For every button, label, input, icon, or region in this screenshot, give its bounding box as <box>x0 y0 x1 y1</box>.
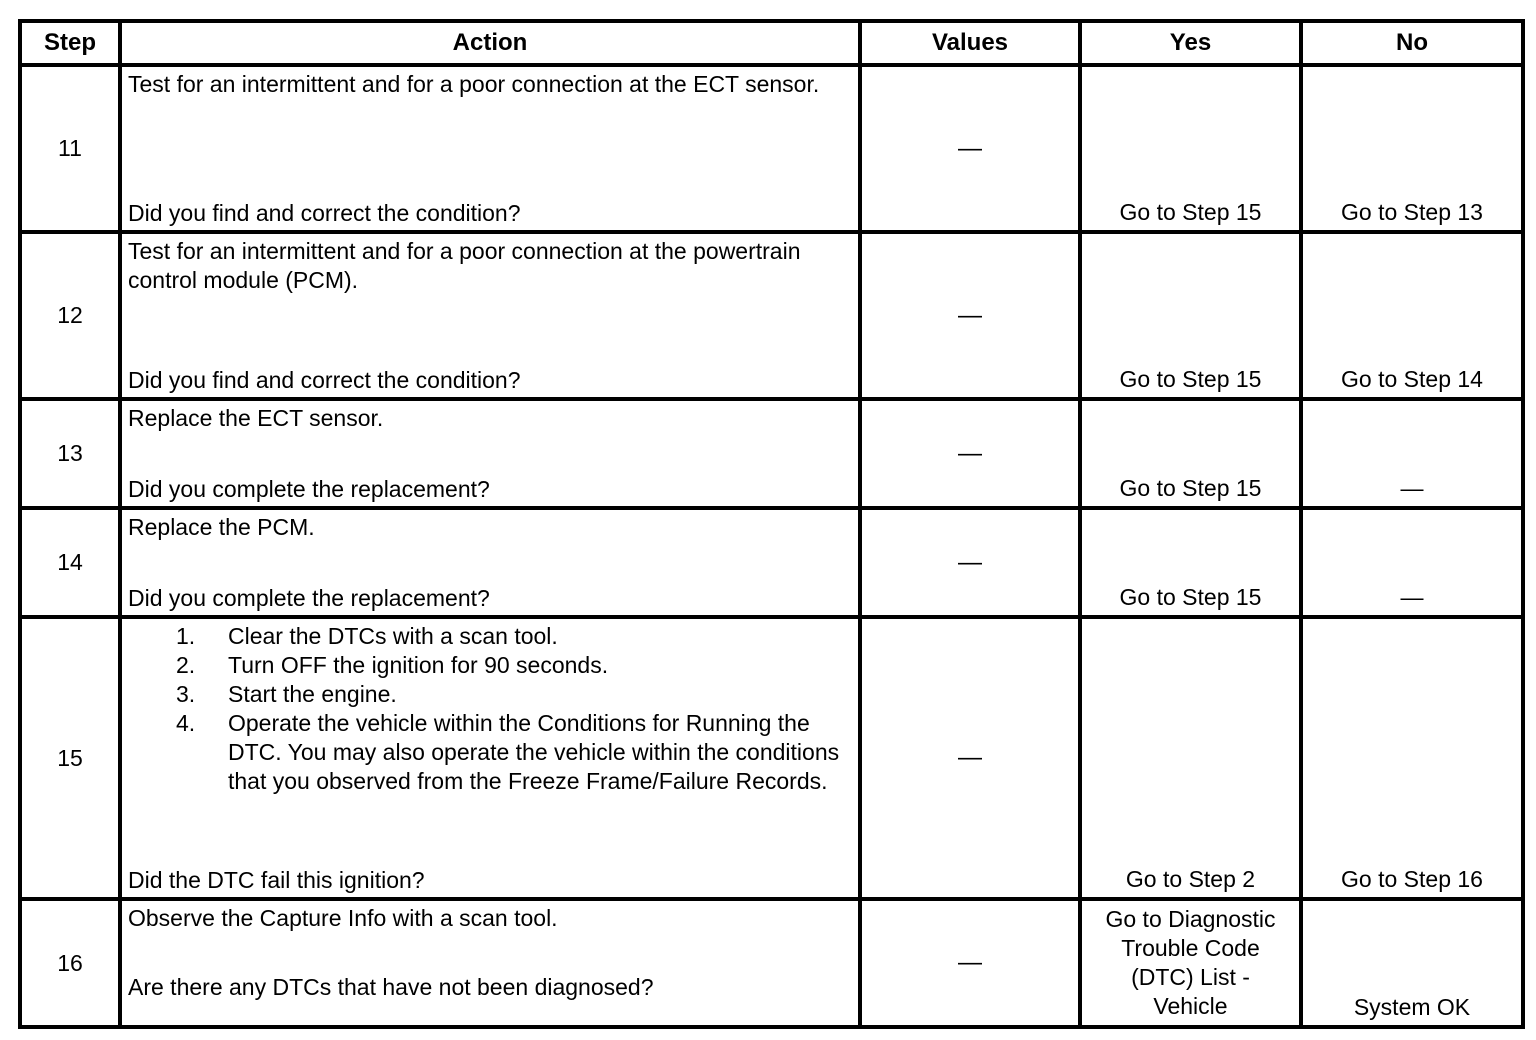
no-outcome: System OK <box>1353 994 1471 1020</box>
action-cell <box>120 65 860 232</box>
action-cell <box>120 508 860 617</box>
yes-outcome: Go to Step 15 <box>1119 199 1262 225</box>
action-question: Did you find and correct the condition? <box>128 367 521 393</box>
action-instruction: Test for an intermittent and for a poor connection at the ECT sensor. <box>128 71 820 97</box>
yes-cell <box>1080 399 1301 508</box>
action-question: Did you complete the replacement? <box>128 585 490 611</box>
procedure-list-item: Clear the DTCs with a scan tool. <box>228 623 558 649</box>
no-outcome: Go to Step 13 <box>1341 199 1483 225</box>
yes-outcome: Go to Step 2 <box>1125 866 1256 892</box>
no-outcome: Go to Step 14 <box>1341 366 1483 392</box>
step-number: 14 <box>20 508 120 617</box>
no-cell <box>1301 617 1523 899</box>
diagnostic-table <box>18 19 1525 1029</box>
action-instruction: Replace the PCM. <box>128 514 315 540</box>
step-number: 12 <box>20 232 120 399</box>
action-instruction: Test for an intermittent and for a poor connection at the powertrain control module (PCM). <box>128 238 801 293</box>
no-outcome: — <box>1400 475 1424 501</box>
values-cell: — <box>860 899 1080 1027</box>
no-cell <box>1301 508 1523 617</box>
header-no: No <box>1301 21 1523 65</box>
yes-cell <box>1080 65 1301 232</box>
no-cell <box>1301 232 1523 399</box>
header-step: Step <box>20 21 120 65</box>
values-cell: — <box>860 65 1080 232</box>
yes-outcome: Go to Diagnostic Trouble Code (DTC) List - Vehicle <box>1105 906 1276 1019</box>
yes-outcome: Go to Step 15 <box>1119 366 1262 392</box>
action-question: Did you find and correct the condition? <box>128 200 521 226</box>
action-instruction: Observe the Capture Info with a scan tool. <box>128 905 558 931</box>
values-cell: — <box>860 508 1080 617</box>
numbered-procedure-list <box>128 622 852 796</box>
values-cell: — <box>860 617 1080 899</box>
procedure-list-item: Operate the vehicle within the Conditions for Running the DTC. You may also operate the vehicle within the conditions that you observed from the Freeze Frame/Failure Records. <box>228 710 840 794</box>
values-cell: — <box>860 232 1080 399</box>
header-action: Action <box>120 21 860 65</box>
yes-cell <box>1080 232 1301 399</box>
table-row <box>20 617 1523 899</box>
header-row <box>20 21 1523 65</box>
action-question: Did you complete the replacement? <box>128 476 490 502</box>
yes-cell <box>1080 899 1301 1027</box>
step-number: 15 <box>20 617 120 899</box>
procedure-list-item: Start the engine. <box>228 681 397 707</box>
no-outcome: — <box>1400 584 1424 610</box>
action-instruction: Replace the ECT sensor. <box>128 405 384 431</box>
yes-cell <box>1080 508 1301 617</box>
no-outcome: Go to Step 16 <box>1341 866 1483 892</box>
no-cell <box>1301 899 1523 1027</box>
yes-outcome: Go to Step 15 <box>1119 584 1262 610</box>
yes-outcome: Go to Step 15 <box>1119 475 1262 501</box>
header-values: Values <box>860 21 1080 65</box>
action-cell <box>120 232 860 399</box>
table-row <box>20 232 1523 399</box>
no-cell <box>1301 399 1523 508</box>
action-question: Did the DTC fail this ignition? <box>128 867 425 893</box>
step-number: 16 <box>20 899 120 1027</box>
action-question: Are there any DTCs that have not been diagnosed? <box>128 974 654 1000</box>
table-row <box>20 65 1523 232</box>
no-cell <box>1301 65 1523 232</box>
header-yes: Yes <box>1080 21 1301 65</box>
table-row <box>20 899 1523 1027</box>
action-cell <box>120 399 860 508</box>
procedure-list-item: Turn OFF the ignition for 90 seconds. <box>228 652 609 678</box>
step-number: 13 <box>20 399 120 508</box>
values-cell: — <box>860 399 1080 508</box>
step-number: 11 <box>20 65 120 232</box>
yes-cell <box>1080 617 1301 899</box>
table-row <box>20 399 1523 508</box>
table-row <box>20 508 1523 617</box>
action-cell <box>120 617 860 899</box>
action-cell <box>120 899 860 1027</box>
